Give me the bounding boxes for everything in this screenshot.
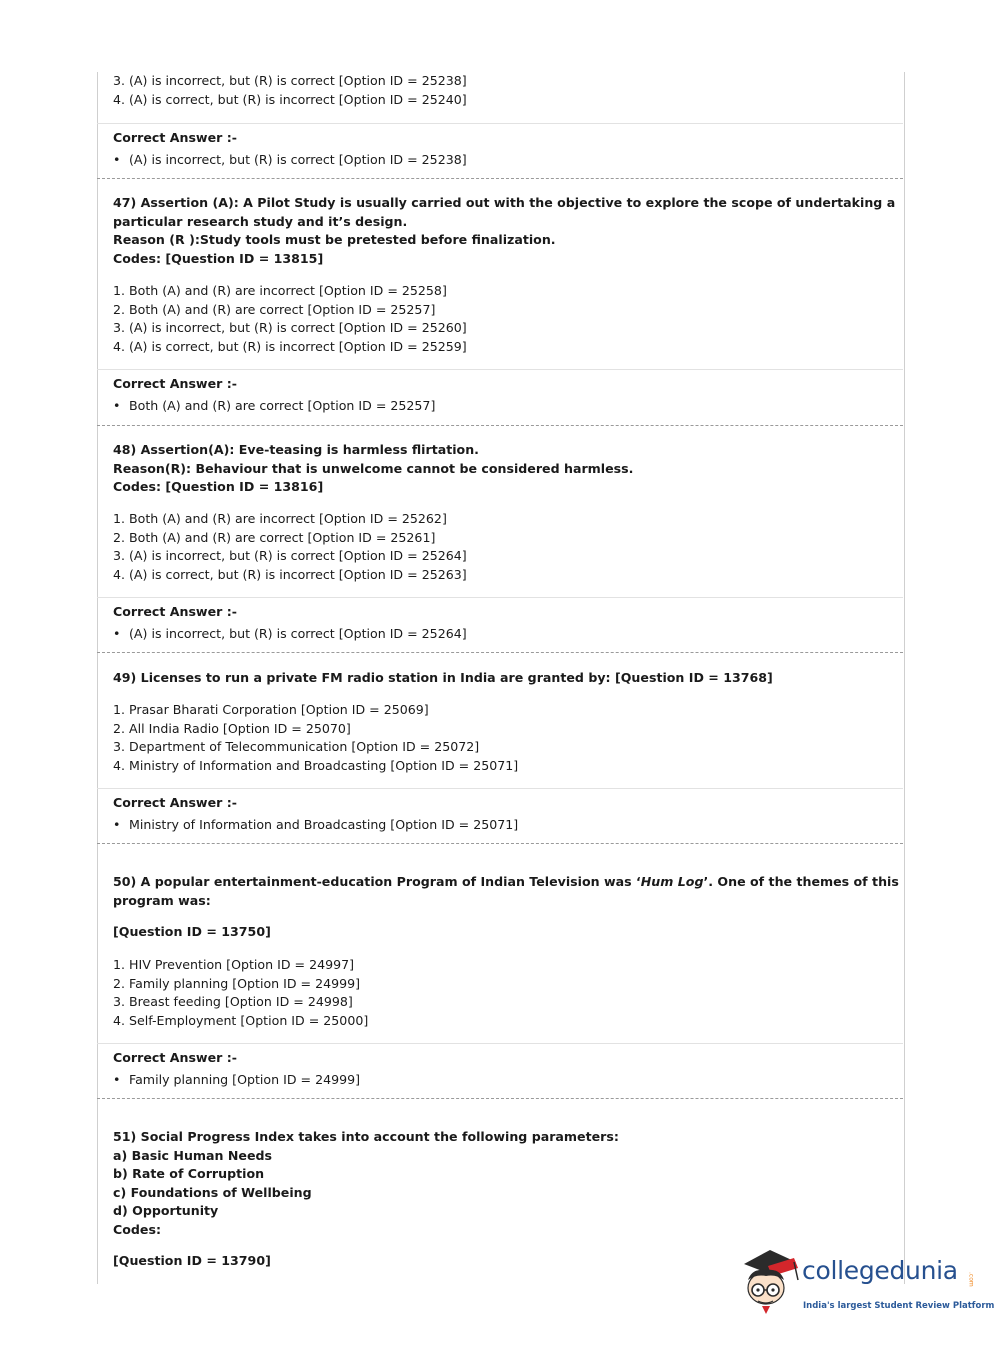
options-49 <box>113 701 873 775</box>
answer-text: Family planning [Option ID = 24999] <box>129 1071 361 1087</box>
question-line: program was: <box>113 892 211 908</box>
answer-item: • (A) is incorrect, but (R) is correct [Option ID = 25238] <box>113 151 467 167</box>
question-line: Reason (R ):Study tools must be pretested before finalization. <box>113 232 556 247</box>
question-line: 47) Assertion (A): A Pilot Study is usually carried out with the objective to explore the scope of undertaking a <box>113 195 896 210</box>
answer-block-50 <box>113 1049 873 1089</box>
brand-domain: .com <box>967 1272 975 1287</box>
option-1: 1. Both (A) and (R) are incorrect [Option ID = 25262] <box>113 511 447 526</box>
option-2: 2. Family planning [Option ID = 24999] <box>113 975 361 991</box>
divider <box>97 597 903 598</box>
answer-block-48 <box>113 603 873 643</box>
options-50 <box>113 956 873 1030</box>
parameter-item: c) Foundations of Wellbeing <box>113 1184 312 1200</box>
question-48 <box>113 441 873 497</box>
option-3: 3. (A) is incorrect, but (R) is correct [Option ID = 25260] <box>113 320 467 335</box>
answer-text: (A) is incorrect, but (R) is correct [Option ID = 25264] <box>129 625 467 641</box>
brand-tagline: India's largest Student Review Platform <box>803 1301 995 1311</box>
option-4: 4. Ministry of Information and Broadcasting [Option ID = 25071] <box>113 757 519 773</box>
question-line: Codes: <box>113 1221 161 1237</box>
answer-label: Correct Answer :- <box>113 1050 237 1065</box>
question-id: [Question ID = 13750] <box>113 924 271 939</box>
options-48 <box>113 510 873 584</box>
answer-block-49 <box>113 794 873 834</box>
question-separator <box>97 1098 903 1099</box>
option-2: 2. All India Radio [Option ID = 25070] <box>113 720 351 736</box>
divider <box>97 123 903 124</box>
answer-label: Correct Answer :- <box>113 795 237 810</box>
question-line: Reason(R): Behaviour that is unwelcome cannot be considered harmless. <box>113 460 634 476</box>
question-separator <box>97 652 903 653</box>
option-3: 3. (A) is incorrect, but (R) is correct [Option ID = 25238] <box>113 73 467 88</box>
question-separator <box>97 425 903 426</box>
question-47 <box>113 194 896 268</box>
options-47 <box>113 282 873 356</box>
option-3: 3. (A) is incorrect, but (R) is correct [Option ID = 25264] <box>113 548 467 563</box>
question-separator <box>97 843 903 844</box>
answer-item: • Both (A) and (R) are correct [Option ID = 25257] <box>113 397 436 413</box>
option-3: 3. Department of Telecommunication [Option ID = 25072] <box>113 739 480 754</box>
option-4: 4. (A) is correct, but (R) is incorrect [Option ID = 25263] <box>113 566 467 582</box>
prev-answer-block <box>113 129 873 169</box>
option-1: 1. HIV Prevention [Option ID = 24997] <box>113 957 355 972</box>
answer-label: Correct Answer :- <box>113 376 237 391</box>
question-line: 51) Social Progress Index takes into account the following parameters: <box>113 1129 619 1144</box>
option-4: 4. (A) is correct, but (R) is incorrect [Option ID = 25259] <box>113 338 467 354</box>
question-line: particular research study and it’s design. <box>113 213 408 229</box>
question-text: ’. One of the themes of this <box>703 874 899 889</box>
question-id: [Question ID = 13790] <box>113 1253 271 1268</box>
brand-name: collegedunia <box>802 1256 958 1285</box>
mascot-icon <box>740 1246 802 1316</box>
answer-text: Ministry of Information and Broadcasting [Option ID = 25071] <box>129 816 519 832</box>
option-2: 2. Both (A) and (R) are correct [Option ID = 25257] <box>113 301 436 317</box>
option-2: 2. Both (A) and (R) are correct [Option ID = 25261] <box>113 529 436 545</box>
question-text: 50) A popular entertainment-education Program of Indian Television was ‘ <box>113 874 641 889</box>
answer-label: Correct Answer :- <box>113 130 237 145</box>
answer-block-47 <box>113 375 873 415</box>
question-line: Codes: [Question ID = 13815] <box>113 250 324 266</box>
option-1: 1. Prasar Bharati Corporation [Option ID = 25069] <box>113 702 429 717</box>
option-1: 1. Both (A) and (R) are incorrect [Option ID = 25258] <box>113 283 447 298</box>
collegedunia-logo <box>740 1246 995 1316</box>
answer-item: • (A) is incorrect, but (R) is correct [Option ID = 25264] <box>113 625 467 641</box>
parameter-item: b) Rate of Corruption <box>113 1166 265 1181</box>
question-line: 48) Assertion(A): Eve-teasing is harmless flirtation. <box>113 442 479 457</box>
answer-item: • Family planning [Option ID = 24999] <box>113 1071 361 1087</box>
divider <box>97 1043 903 1044</box>
answer-text: (A) is incorrect, but (R) is correct [Option ID = 25238] <box>129 151 467 167</box>
question-line <box>113 873 899 892</box>
parameter-item: d) Opportunity <box>113 1203 219 1218</box>
answer-label: Correct Answer :- <box>113 604 237 619</box>
prev-question-options <box>113 72 873 109</box>
divider <box>97 369 903 370</box>
option-3: 3. Breast feeding [Option ID = 24998] <box>113 994 353 1009</box>
parameter-item: a) Basic Human Needs <box>113 1147 273 1163</box>
option-4: 4. (A) is correct, but (R) is incorrect [Option ID = 25240] <box>113 91 467 107</box>
divider <box>97 788 903 789</box>
question-line: Codes: [Question ID = 13816] <box>113 479 324 494</box>
answer-text: Both (A) and (R) are correct [Option ID = 25257] <box>129 397 436 413</box>
question-separator <box>97 178 903 179</box>
question-line: 49) Licenses to run a private FM radio station in India are granted by: [Question ID = 13768] <box>113 670 773 685</box>
program-title: Hum Log <box>640 874 704 889</box>
answer-item: • Ministry of Information and Broadcasting [Option ID = 25071] <box>113 816 519 832</box>
question-49 <box>113 669 873 688</box>
question-50 <box>113 873 899 942</box>
option-4: 4. Self-Employment [Option ID = 25000] <box>113 1012 369 1028</box>
